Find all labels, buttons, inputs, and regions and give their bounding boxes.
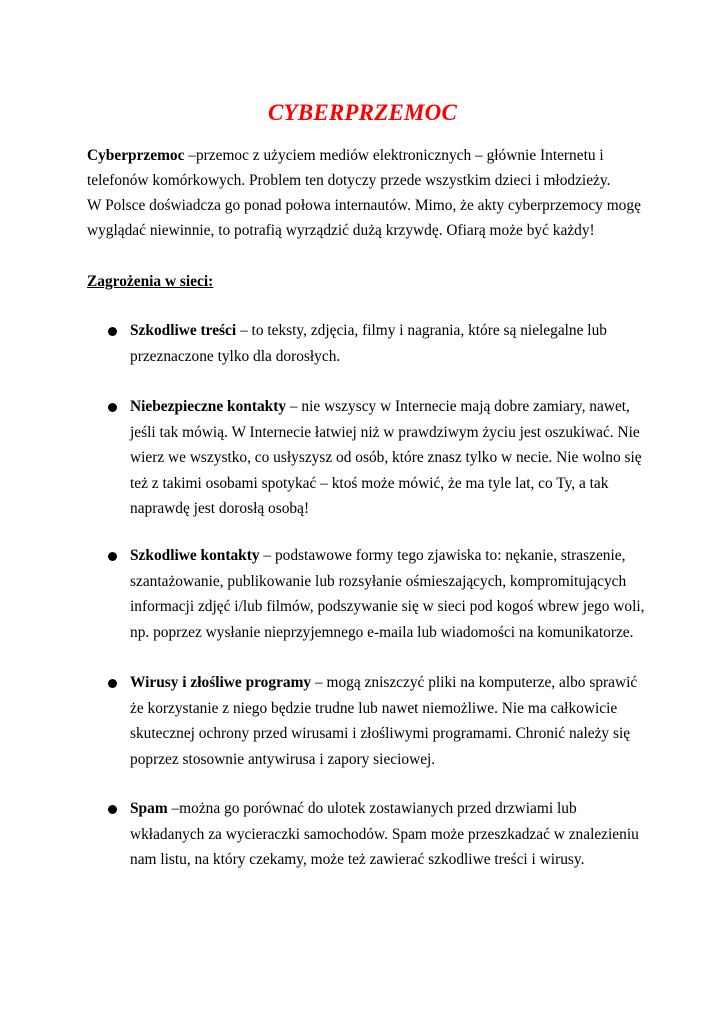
bullet-icon bbox=[108, 327, 117, 336]
list-item-dangerous-contacts bbox=[130, 394, 650, 522]
bullet-icon bbox=[108, 805, 117, 814]
list-item-spam bbox=[130, 796, 650, 873]
item-term: Niebezpieczne kontakty bbox=[130, 398, 287, 415]
section-heading: Zagrożenia w sieci: bbox=[87, 273, 214, 290]
bullet-icon bbox=[108, 552, 117, 561]
intro-paragraph bbox=[87, 143, 647, 243]
item-text: – to teksty, zdjęcia, filmy i nagrania, które są nielegalne lub przeznaczone tylko dla dorosłych. bbox=[130, 322, 607, 365]
list-item-harmful-content bbox=[130, 318, 650, 369]
item-text: – podstawowe formy tego zjawiska to: nękanie, straszenie, szantażowanie, publikowanie lub rozsyłanie ośmieszających, kompromitujących informacji zdjęć i/lub filmów, podszywanie się w sieci pod kogoś wbrew jego woli, np. poprzez wysłanie nieprzyjemnego e-maila lub wiadomości na komunikatorze. bbox=[130, 547, 645, 641]
intro-line-1 bbox=[87, 143, 647, 193]
item-text: – mogą zniszczyć pliki na komputerze, albo sprawić że korzystanie z niego będzie trudne lub nawet niemożliwe. Nie ma całkowicie skutecznej ochrony przed wirusami i złośliwymi programami. Chronić należy się poprzez stosownie antywirusa i zapory sieciowej. bbox=[130, 674, 638, 768]
intro-line-2: W Polsce doświadcza go ponad połowa internautów. Mimo, że akty cyberprzemocy mogę wyglądać niewinnie, to potrafią wyrządzić dużą krzywdę. Ofiarą może być każdy! bbox=[87, 197, 641, 239]
item-term: Wirusy i złośliwe programy bbox=[130, 674, 312, 691]
item-text: – nie wszyscy w Internecie mają dobre zamiary, nawet, jeśli tak mówią. W Internecie łatwiej niż w prawdziwym życiu jest oszukiwać. Nie wierz we wszystko, co usłyszysz od osób, które znasz tylko w necie. Nie wolno się też z takimi osobami spotykać – ktoś może mówić, że ma tyle lat, co Ty, a tak naprawdę jest dorosłą osobą! bbox=[130, 398, 642, 518]
list-item-viruses bbox=[130, 670, 650, 772]
item-text: –można go porównać do ulotek zostawianych przed drzwiami lub wkładanych za wycieraczki samochodów. Spam może przeszkadzać w znalezieniu nam listu, na który czekamy, może też zawierać szkodliwe treści i wirusy. bbox=[130, 800, 639, 869]
item-term: Szkodliwe treści bbox=[130, 322, 237, 339]
intro-text-1: –przemoc z użyciem mediów elektronicznych – głównie Internetu i telefonów komórkowych. Problem ten dotyczy przede wszystkim dzieci i młodzieży. bbox=[87, 147, 611, 189]
bullet-icon bbox=[108, 403, 117, 412]
item-term: Szkodliwe kontakty bbox=[130, 547, 260, 564]
document-title: CYBERPRZEMOC bbox=[268, 100, 457, 125]
item-term: Spam bbox=[130, 800, 168, 817]
list-item-harmful-contacts bbox=[130, 543, 650, 645]
bullet-icon bbox=[108, 679, 117, 688]
intro-term: Cyberprzemoc bbox=[87, 147, 185, 164]
